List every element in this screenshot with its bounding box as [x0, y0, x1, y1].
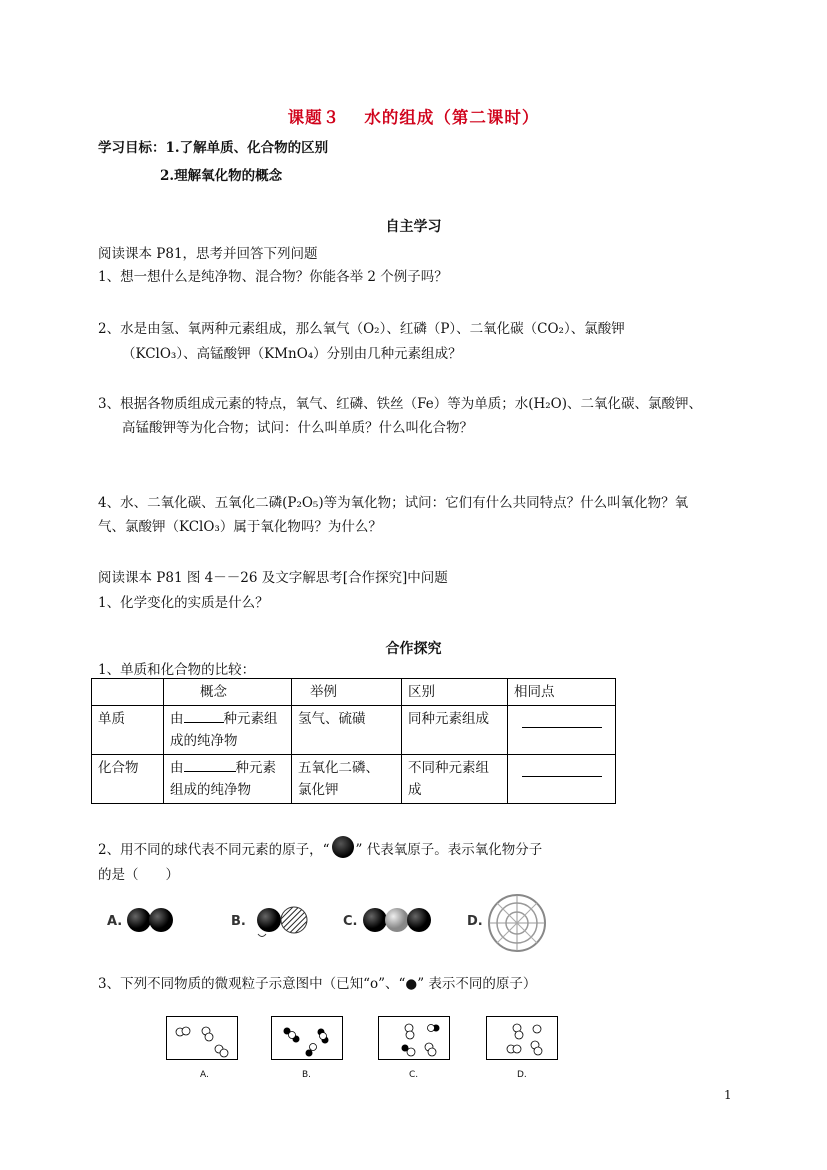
question-3-line1: 3、根据各物质组成元素的特点，氧气、红磷、铁丝（Fe）等为单质；水(H₂O)、二氧化碳、氯酸钾、: [98, 396, 702, 412]
table-cell: [292, 755, 402, 804]
molecule-c-icon: [362, 904, 434, 936]
box-label: C.: [409, 1070, 419, 1080]
table-cell: [402, 755, 508, 804]
question-particles: 3、下列不同物质的微观粒子示意图中（已知“o”、“●” 表示不同的原子）: [98, 976, 537, 992]
cell-text: 成的纯净物: [170, 733, 238, 749]
answer-line[interactable]: [522, 726, 602, 728]
question-4-line2: 气、氯酸钾（KClO₃）属于氧化物吗？为什么？: [98, 519, 382, 535]
cell-text: 由: [170, 760, 184, 776]
table-row: [92, 755, 616, 804]
question-4-line1: 4、水、二氧化碳、五氧化二磷(P₂O₅)等为氧化物；试问：它们有什么共同特点？什么叫氧化物？氧: [98, 495, 689, 511]
particle-box-d: [486, 1016, 558, 1060]
table-header-cell: 相同点: [508, 679, 616, 706]
question-1: 1、想一想什么是纯净物、混合物？你能各举 2 个例子吗？: [98, 269, 448, 285]
table-row: [92, 706, 616, 755]
table-cell: 单质: [92, 706, 164, 755]
particle-diagram-c-icon: [379, 1017, 449, 1059]
page-title: 课题３ 水的组成（第二课时）: [287, 108, 540, 127]
box-label: A.: [200, 1070, 209, 1080]
oxygen-atom-icon: [332, 836, 354, 858]
table-header-row: [92, 679, 616, 706]
question-oxide-line2: 的是（ ）: [98, 867, 179, 883]
particle-box-b: [271, 1016, 343, 1060]
particle-box-a: [166, 1016, 238, 1060]
comparison-prompt: 1、单质和化合物的比较：: [98, 662, 256, 678]
table-cell: [508, 706, 616, 755]
fill-blank[interactable]: [184, 757, 236, 772]
table-header-cell: 区别: [402, 679, 508, 706]
cell-text: 组成的纯净物: [170, 782, 251, 798]
reading-intro: 阅读课本 P81，思考并回答下列问题: [98, 246, 318, 262]
reading-intro-2: 阅读课本 P81 图 4－－26 及文字解思考[合作探究]中问题: [98, 570, 448, 586]
table-header-cell: 举例: [292, 679, 402, 706]
cell-text: 不同种元素组: [408, 760, 489, 776]
question-3-line2: 高锰酸钾等为化合物；试问：什么叫单质？什么叫化合物？: [122, 420, 473, 436]
fill-blank[interactable]: [184, 708, 224, 723]
option-label: C.: [343, 914, 358, 929]
particle-box-c: [378, 1016, 450, 1060]
answer-line[interactable]: [522, 775, 602, 777]
molecule-b-icon: [252, 902, 312, 942]
question-5: 1、化学变化的实质是什么？: [98, 595, 269, 611]
table-cell: [508, 755, 616, 804]
option-label: B.: [231, 914, 246, 929]
fullerene-molecule-icon: [486, 890, 548, 956]
box-label: D.: [517, 1070, 527, 1080]
question-text: 2、用不同的球代表不同元素的原子，“: [98, 842, 330, 858]
cell-text: 种元素: [235, 760, 276, 776]
question-text: ” 代表氧原子。表示氧化物分子: [355, 842, 543, 858]
cell-text: 成: [408, 782, 422, 798]
table-cell: [164, 755, 292, 804]
box-label: B.: [302, 1070, 312, 1080]
table-cell: 同种元素组成: [402, 706, 508, 755]
option-label: A.: [107, 914, 123, 929]
cell-text: 种元素组: [223, 711, 278, 727]
section-heading-coop: 合作探究: [385, 641, 442, 657]
learning-goal-2: 2.理解氧化物的概念: [160, 168, 283, 184]
section-heading-self-study: 自主学习: [385, 219, 442, 235]
table-cell: [164, 706, 292, 755]
learning-goal-1: 学习目标：1.了解单质、化合物的区别: [98, 140, 329, 156]
particle-diagram-d-icon: [487, 1017, 557, 1059]
cell-text: 由: [170, 711, 184, 727]
table-cell: 化合物: [92, 755, 164, 804]
molecule-a-icon: [126, 904, 176, 936]
table-header-cell: 概念: [164, 679, 292, 706]
table-cell: 氢气、硫磺: [292, 706, 402, 755]
page-number: 1: [724, 1088, 732, 1102]
cell-text: 氯化钾: [298, 782, 339, 798]
option-label: D.: [467, 914, 483, 929]
particle-diagram-b-icon: [272, 1017, 342, 1059]
question-2-line1: 2、水是由氢、氧两种元素组成，那么氧气（O₂）、红磷（P）、二氧化碳（CO₂）、氯酸钾: [98, 321, 625, 337]
cell-text: 五氧化二磷、: [298, 760, 379, 776]
comparison-table: [91, 678, 616, 804]
question-oxide-line1: [98, 836, 542, 858]
particle-diagram-a-icon: [167, 1017, 237, 1059]
question-2-line2: （KClO₃）、高锰酸钾（KMnO₄）分别由几种元素组成？: [122, 346, 462, 362]
table-header-cell: [92, 679, 164, 706]
